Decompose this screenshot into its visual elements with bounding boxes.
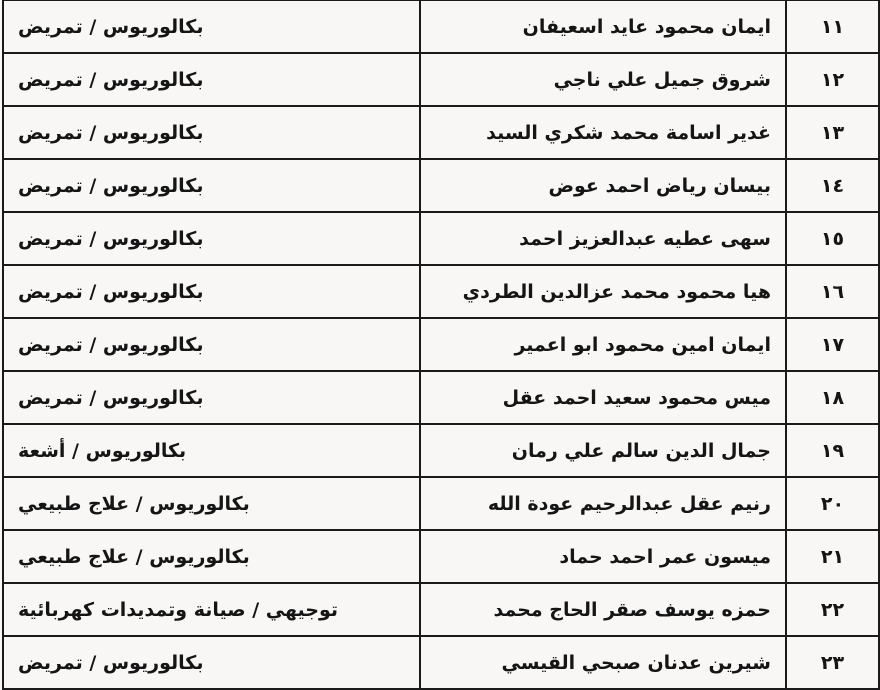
candidate-qualification bbox=[3, 318, 420, 371]
candidate-name: جمال الدين سالم علي رمان bbox=[420, 424, 786, 477]
candidate-qualification bbox=[3, 0, 420, 53]
candidate-name: شروق جميل علي ناجي bbox=[420, 53, 786, 106]
row-number: ١٦ bbox=[786, 265, 879, 318]
table-row bbox=[3, 318, 879, 371]
candidate-name: ايمان امين محمود ابو اعمير bbox=[420, 318, 786, 371]
candidates-table bbox=[2, 0, 880, 690]
candidate-qualification bbox=[3, 106, 420, 159]
candidate-qualification bbox=[3, 583, 420, 636]
table-row bbox=[3, 424, 879, 477]
table-row bbox=[3, 212, 879, 265]
row-number: ١٣ bbox=[786, 106, 879, 159]
table-row bbox=[3, 371, 879, 424]
qualification-text: بكالوريوس / تمريض bbox=[18, 68, 204, 91]
candidate-qualification bbox=[3, 265, 420, 318]
table-row bbox=[3, 0, 879, 53]
qualification-text: بكالوريوس / تمريض bbox=[18, 121, 204, 144]
row-number: ٢٠ bbox=[786, 477, 879, 530]
candidate-name: سهى عطيه عبدالعزيز احمد bbox=[420, 212, 786, 265]
qualification-text: بكالوريوس / علاج طبيعي bbox=[18, 492, 250, 515]
table-row bbox=[3, 265, 879, 318]
candidate-name: حمزه يوسف صقر الحاج محمد bbox=[420, 583, 786, 636]
candidates-table-body bbox=[3, 0, 879, 689]
candidate-name: غدير اسامة محمد شكري السيد bbox=[420, 106, 786, 159]
candidate-qualification bbox=[3, 212, 420, 265]
candidate-qualification bbox=[3, 530, 420, 583]
candidate-name: ميسون عمر احمد حماد bbox=[420, 530, 786, 583]
row-number: ١٨ bbox=[786, 371, 879, 424]
row-number: ١٢ bbox=[786, 53, 879, 106]
qualification-text: بكالوريوس / تمريض bbox=[18, 280, 204, 303]
table-row bbox=[3, 106, 879, 159]
candidate-qualification bbox=[3, 159, 420, 212]
candidate-name: ايمان محمود عايد اسعيفان bbox=[420, 0, 786, 53]
qualification-text: بكالوريوس / تمريض bbox=[18, 15, 204, 38]
qualification-text: بكالوريوس / أشعة bbox=[18, 439, 187, 462]
candidate-name: هيا محمود محمد عزالدين الطردي bbox=[420, 265, 786, 318]
candidate-qualification bbox=[3, 371, 420, 424]
table-row bbox=[3, 636, 879, 689]
row-number: ١٩ bbox=[786, 424, 879, 477]
table-row bbox=[3, 530, 879, 583]
qualification-text: بكالوريوس / تمريض bbox=[18, 174, 204, 197]
row-number: ٢١ bbox=[786, 530, 879, 583]
row-number: ١٧ bbox=[786, 318, 879, 371]
qualification-text: بكالوريوس / تمريض bbox=[18, 333, 204, 356]
qualification-text: توجيهي / صيانة وتمديدات كهربائية bbox=[18, 598, 339, 621]
candidate-name: شيرين عدنان صبحي القيسي bbox=[420, 636, 786, 689]
row-number: ١٤ bbox=[786, 159, 879, 212]
candidate-name: ميس محمود سعيد احمد عقل bbox=[420, 371, 786, 424]
candidate-qualification bbox=[3, 477, 420, 530]
candidate-name: بيسان رياض احمد عوض bbox=[420, 159, 786, 212]
table-row bbox=[3, 583, 879, 636]
table-row bbox=[3, 159, 879, 212]
table-row bbox=[3, 477, 879, 530]
row-number: ١٥ bbox=[786, 212, 879, 265]
table-row bbox=[3, 53, 879, 106]
qualification-text: بكالوريوس / تمريض bbox=[18, 651, 204, 674]
row-number: ٢٣ bbox=[786, 636, 879, 689]
row-number: ١١ bbox=[786, 0, 879, 53]
candidate-qualification bbox=[3, 424, 420, 477]
candidate-qualification bbox=[3, 636, 420, 689]
qualification-text: بكالوريوس / تمريض bbox=[18, 227, 204, 250]
row-number: ٢٢ bbox=[786, 583, 879, 636]
candidate-name: رنيم عقل عبدالرحيم عودة الله bbox=[420, 477, 786, 530]
candidate-qualification bbox=[3, 53, 420, 106]
qualification-text: بكالوريوس / تمريض bbox=[18, 386, 204, 409]
qualification-text: بكالوريوس / علاج طبيعي bbox=[18, 545, 250, 568]
